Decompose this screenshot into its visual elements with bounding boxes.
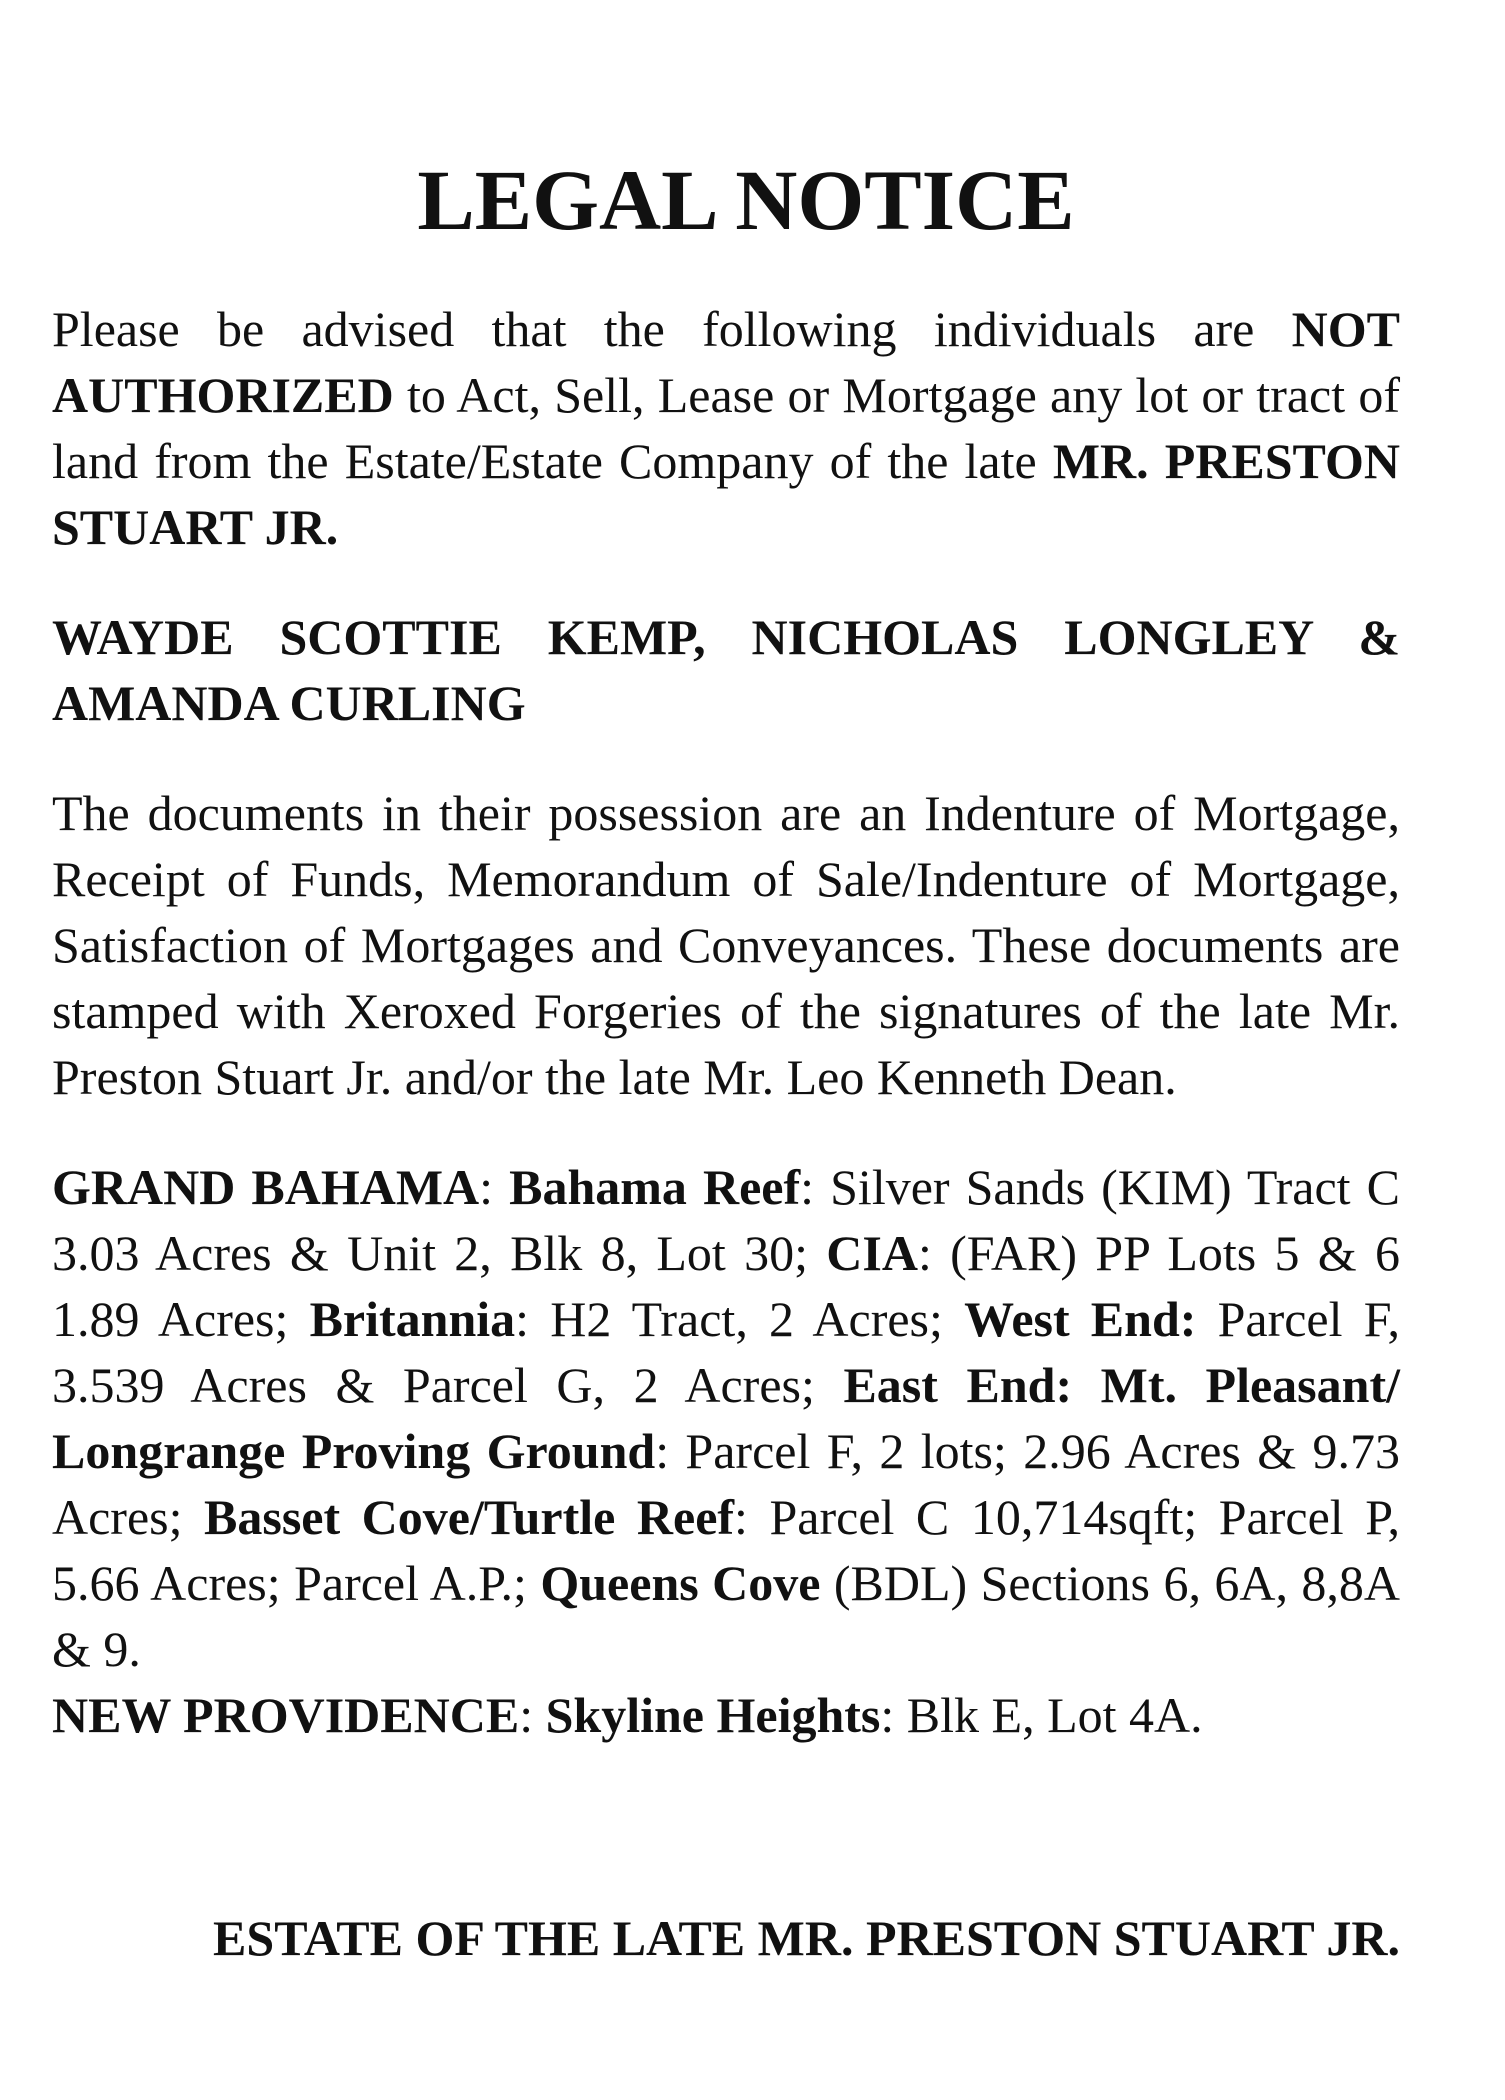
- notice-title: LEGAL NOTICE: [417, 152, 1075, 248]
- east-end-label: East End: Mt. Pleasant/ Longrange Proving Ground: [52, 1357, 1400, 1479]
- new-providence-paragraph: [52, 1682, 1400, 1748]
- properties-text-5: : Parcel F, 2 lots; 2.96 Acres & 9.73 Acres;: [52, 1423, 1400, 1545]
- deceased-name: MR. PRESTON STUART JR.: [52, 433, 1400, 555]
- properties-text-3: : H2 Tract, 2 Acres;: [515, 1291, 965, 1347]
- properties-text-4: Parcel F, 3.539 Acres & Parcel G, 2 Acres;: [52, 1291, 1400, 1413]
- intro-text-2: to Act, Sell, Lease or Mortgage any lot or tract of land from the Estate/Estate Company of the late: [52, 367, 1400, 489]
- basset-cove-label: Basset Cove/Turtle Reef: [204, 1489, 735, 1545]
- properties-text-7: (BDL) Sections 6, 6A, 8,8A & 9.: [52, 1555, 1400, 1677]
- queens-cove-label: Queens Cove: [540, 1555, 821, 1611]
- properties-text-2: : (FAR) PP Lots 5 & 6 1.89 Acres;: [52, 1225, 1400, 1347]
- bahama-reef-label: Bahama Reef: [509, 1159, 801, 1215]
- properties-text-6: : Parcel C 10,714sqft; Parcel P, 5.66 Acres; Parcel A.P.;: [52, 1489, 1400, 1611]
- unauthorized-names: WAYDE SCOTTIE KEMP, NICHOLAS LONGLEY & AMANDA CURLING: [52, 609, 1400, 731]
- cia-label: CIA: [826, 1225, 918, 1281]
- new-providence-label: NEW PROVIDENCE: [52, 1687, 520, 1743]
- not-authorized-text: NOT AUTHORIZED: [52, 301, 1400, 423]
- providence-text: : Blk E, Lot 4A.: [880, 1687, 1203, 1743]
- britannia-label: Britannia: [309, 1291, 516, 1347]
- properties-text-1: : Silver Sands (KIM) Tract C 3.03 Acres & Unit 2, Blk 8, Lot 30;: [52, 1159, 1400, 1281]
- properties-sep: :: [479, 1159, 510, 1215]
- intro-text-1: Please be advised that the following individuals are: [52, 301, 1292, 357]
- providence-sep: :: [519, 1687, 546, 1743]
- properties-paragraph: [52, 1154, 1400, 1682]
- west-end-label: West End:: [964, 1291, 1197, 1347]
- grand-bahama-label: GRAND BAHAMA: [52, 1159, 480, 1215]
- intro-paragraph: [52, 296, 1400, 560]
- skyline-heights-label: Skyline Heights: [545, 1687, 881, 1743]
- legal-notice: [52, 150, 1400, 1792]
- documents-paragraph: The documents in their possession are an Indenture of Mortgage, Receipt of Funds, Memorandum of Sale/Indenture of Mortgage, Satisfaction of Mortgages and Conveyances. These documents are stamped with Xeroxed Forgeries of the signatures of the late Mr. Preston Stuart Jr. and/or the late Mr. Leo Kenneth Dean.: [52, 785, 1400, 1105]
- estate-signature: ESTATE OF THE LATE MR. PRESTON STUART JR.: [213, 1910, 1400, 1966]
